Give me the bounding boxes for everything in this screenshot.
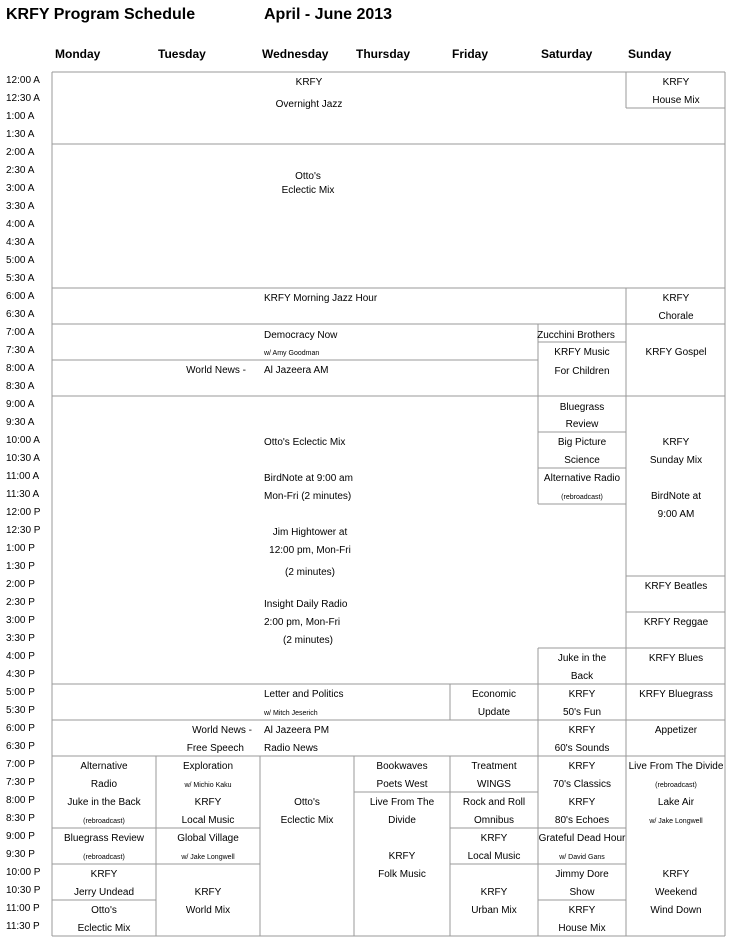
program-text: Rock and Roll	[462, 797, 526, 808]
program-text: KRFY Morning Jazz Hour	[264, 293, 378, 304]
program-text: 80's Echoes	[554, 815, 610, 826]
time-label: 1:00 A	[6, 111, 35, 122]
program-text: Economic	[472, 689, 516, 700]
program-text: Bluegrass	[559, 402, 605, 413]
time-label: 6:30 P	[6, 741, 35, 752]
day-tuesday: Tuesday	[158, 47, 206, 61]
program-text: KRFY	[568, 905, 596, 916]
time-label: 7:00 A	[6, 327, 35, 338]
time-label: 7:30 P	[6, 777, 35, 788]
program-text: (2 minutes)	[282, 635, 334, 646]
program-text: Weekend	[654, 887, 698, 898]
program-text: w/ Jake Longwell	[181, 854, 235, 861]
program-text: Sunday Mix	[649, 455, 703, 466]
program-text: Democracy Now	[264, 330, 338, 341]
program-text: Science	[564, 455, 600, 466]
time-label: 8:30 A	[6, 381, 35, 392]
program-text: Back	[570, 671, 594, 682]
program-text: Jerry Undead	[73, 887, 135, 898]
program-text: Radio	[90, 779, 118, 790]
time-label: 2:00 A	[6, 147, 35, 158]
program-text: Global Village	[177, 833, 239, 844]
program-text: Exploration	[182, 761, 234, 772]
program-text: KRFY	[662, 869, 690, 880]
program-text: Wind Down	[650, 905, 702, 916]
program-text: Alternative Radio	[543, 473, 621, 484]
program-text: KRFY	[194, 797, 222, 808]
time-label: 9:30 A	[6, 417, 35, 428]
program-text: KRFY	[480, 833, 508, 844]
day-thursday: Thursday	[356, 47, 411, 61]
time-label: 10:00 A	[6, 435, 40, 446]
time-label: 12:30 P	[6, 525, 41, 536]
program-text: 70's Classics	[552, 779, 612, 790]
program-text: Free Speech	[186, 743, 244, 754]
program-text: World News -	[192, 725, 252, 736]
program-text: Juke in the	[557, 653, 607, 664]
time-label: 11:00 P	[6, 903, 40, 914]
program-text: WINGS	[477, 779, 511, 790]
program-text: For Children	[554, 366, 610, 377]
program-text: Al Jazeera AM	[264, 365, 329, 376]
program-text: Update	[477, 707, 511, 718]
program-text: Alternative	[80, 761, 128, 772]
program-text: 12:00 pm, Mon-Fri	[269, 545, 351, 556]
day-saturday: Saturday	[541, 47, 593, 61]
program-text: World News -	[186, 365, 246, 376]
time-label: 3:00 P	[6, 615, 35, 626]
program-text: 9:00 AM	[657, 509, 695, 520]
time-label: 11:00 A	[6, 471, 40, 482]
time-label: 2:30 A	[6, 165, 35, 176]
time-label: 9:00 A	[6, 399, 35, 410]
day-monday: Monday	[55, 47, 101, 61]
program-text: Eclectic Mix	[281, 185, 335, 196]
program-text: Jimmy Dore	[555, 869, 609, 880]
program-text: w/ Jake Longwell	[649, 818, 703, 825]
program-text: Poets West	[376, 779, 428, 790]
time-label: 9:00 P	[6, 831, 35, 842]
program-text: Folk Music	[378, 869, 426, 880]
program-text: Otto's	[91, 905, 117, 916]
time-label: 8:00 A	[6, 363, 35, 374]
program-text: KRFY Gospel	[645, 347, 707, 358]
program-text: Zucchini Brothers	[537, 330, 615, 341]
time-label: 4:00 A	[6, 219, 35, 230]
program-text: Review	[565, 419, 599, 430]
time-label: 10:30 P	[6, 885, 41, 896]
program-text: 50's Fun	[562, 707, 602, 718]
time-label: 6:00 A	[6, 291, 35, 302]
time-label: 10:00 P	[6, 867, 41, 878]
schedule-period: April - June 2013	[264, 6, 393, 23]
program-text: Divide	[388, 815, 416, 826]
program-text: Letter and Politics	[264, 689, 344, 700]
program-text: Otto's	[294, 797, 320, 808]
time-label: 4:30 A	[6, 237, 35, 248]
program-text: KRFY Beatles	[644, 581, 708, 592]
program-text: Appetizer	[654, 725, 698, 736]
time-label: 1:30 A	[6, 129, 35, 140]
program-text: Live From The Divide	[628, 761, 724, 772]
program-text: Treatment	[471, 761, 517, 772]
program-text: (rebroadcast)	[83, 854, 125, 861]
program-text: 2:00 pm, Mon-Fri	[264, 617, 341, 628]
program-text: Otto's	[295, 171, 321, 182]
program-text: KRFY	[662, 77, 690, 88]
program-text: Mon-Fri (2 minutes)	[264, 491, 352, 502]
program-text: Local Music	[181, 815, 235, 826]
program-text: Show	[569, 887, 595, 898]
day-friday: Friday	[452, 47, 489, 61]
time-label: 6:00 P	[6, 723, 35, 734]
time-label: 8:30 P	[6, 813, 35, 824]
program-text: Eclectic Mix	[77, 923, 131, 934]
program-text: KRFY Blues	[648, 653, 704, 664]
time-label: 1:00 P	[6, 543, 35, 554]
program-text: KRFY	[568, 689, 596, 700]
program-text: 60's Sounds	[554, 743, 610, 754]
time-label: 4:30 P	[6, 669, 35, 680]
time-label: 6:30 A	[6, 309, 35, 320]
time-label: 4:00 P	[6, 651, 35, 662]
time-label: 5:00 A	[6, 255, 35, 266]
program-text: KRFY	[388, 851, 416, 862]
program-text: Eclectic Mix	[280, 815, 334, 826]
program-text: KRFY Music	[554, 347, 610, 358]
program-text: Insight Daily Radio	[264, 599, 348, 610]
time-label: 10:30 A	[6, 453, 40, 464]
time-label: 7:00 P	[6, 759, 35, 770]
time-label: 12:00 P	[6, 507, 41, 518]
program-text: KRFY Reggae	[643, 617, 709, 628]
program-text: Local Music	[467, 851, 521, 862]
program-text: Al Jazeera PM	[264, 725, 330, 736]
time-label: 7:30 A	[6, 345, 35, 356]
time-label: 2:00 P	[6, 579, 35, 590]
time-label: 12:00 A	[6, 75, 40, 86]
program-text: w/ David Gans	[559, 854, 605, 861]
program-text: House Mix	[558, 923, 606, 934]
time-label: 5:00 P	[6, 687, 35, 698]
program-text: KRFY	[568, 725, 596, 736]
program-text: Bookwaves	[376, 761, 428, 772]
program-text: Big Picture	[557, 437, 607, 448]
time-label: 11:30 A	[6, 489, 40, 500]
program-text: (rebroadcast)	[655, 782, 697, 789]
program-text: Radio News	[264, 743, 318, 754]
time-label: 12:30 A	[6, 93, 40, 104]
program-text: KRFY Bluegrass	[639, 689, 713, 700]
program-text: KRFY	[194, 887, 222, 898]
program-text: Juke in the Back	[67, 797, 141, 808]
time-label: 1:30 P	[6, 561, 35, 572]
program-text: Omnibus	[473, 815, 515, 826]
program-text: (rebroadcast)	[83, 818, 125, 825]
program-text: (rebroadcast)	[561, 494, 603, 501]
program-text: World Mix	[185, 905, 231, 916]
program-text: Urban Mix	[471, 905, 517, 916]
program-text: KRFY	[662, 293, 690, 304]
time-label: 3:30 P	[6, 633, 35, 644]
program-text: BirdNote at	[650, 491, 702, 502]
program-text: w/ Amy Goodman	[264, 350, 320, 357]
program-text: KRFY	[568, 761, 596, 772]
program-text: Lake Air	[657, 797, 695, 808]
program-text: KRFY	[480, 887, 508, 898]
time-label: 11:30 P	[6, 921, 40, 932]
program-text: Grateful Dead Hour	[538, 833, 626, 844]
time-label: 9:30 P	[6, 849, 35, 860]
day-sunday: Sunday	[628, 47, 672, 61]
program-text: w/ Michio Kaku	[184, 782, 232, 789]
program-text: (2 minutes)	[284, 567, 336, 578]
program-text: Live From The	[369, 797, 435, 808]
program-text: Overnight Jazz	[275, 99, 343, 110]
program-text: KRFY	[662, 437, 690, 448]
program-text: BirdNote at 9:00 am	[264, 473, 353, 484]
program-text: Bluegrass Review	[63, 833, 145, 844]
program-text: KRFY	[90, 869, 118, 880]
program-text: KRFY	[295, 77, 323, 88]
time-label: 5:30 A	[6, 273, 35, 284]
schedule-title: KRFY Program Schedule	[6, 6, 196, 23]
day-wednesday: Wednesday	[262, 47, 329, 61]
program-text: KRFY	[568, 797, 596, 808]
program-text: Jim Hightower at	[272, 527, 348, 538]
program-text: w/ Mitch Jeserich	[264, 710, 318, 717]
program-text: Chorale	[658, 311, 694, 322]
time-label: 3:00 A	[6, 183, 35, 194]
program-text: Otto's Eclectic Mix	[264, 437, 346, 448]
time-label: 3:30 A	[6, 201, 35, 212]
time-label: 8:00 P	[6, 795, 35, 806]
time-label: 2:30 P	[6, 597, 35, 608]
program-text: House Mix	[652, 95, 700, 106]
time-label: 5:30 P	[6, 705, 35, 716]
